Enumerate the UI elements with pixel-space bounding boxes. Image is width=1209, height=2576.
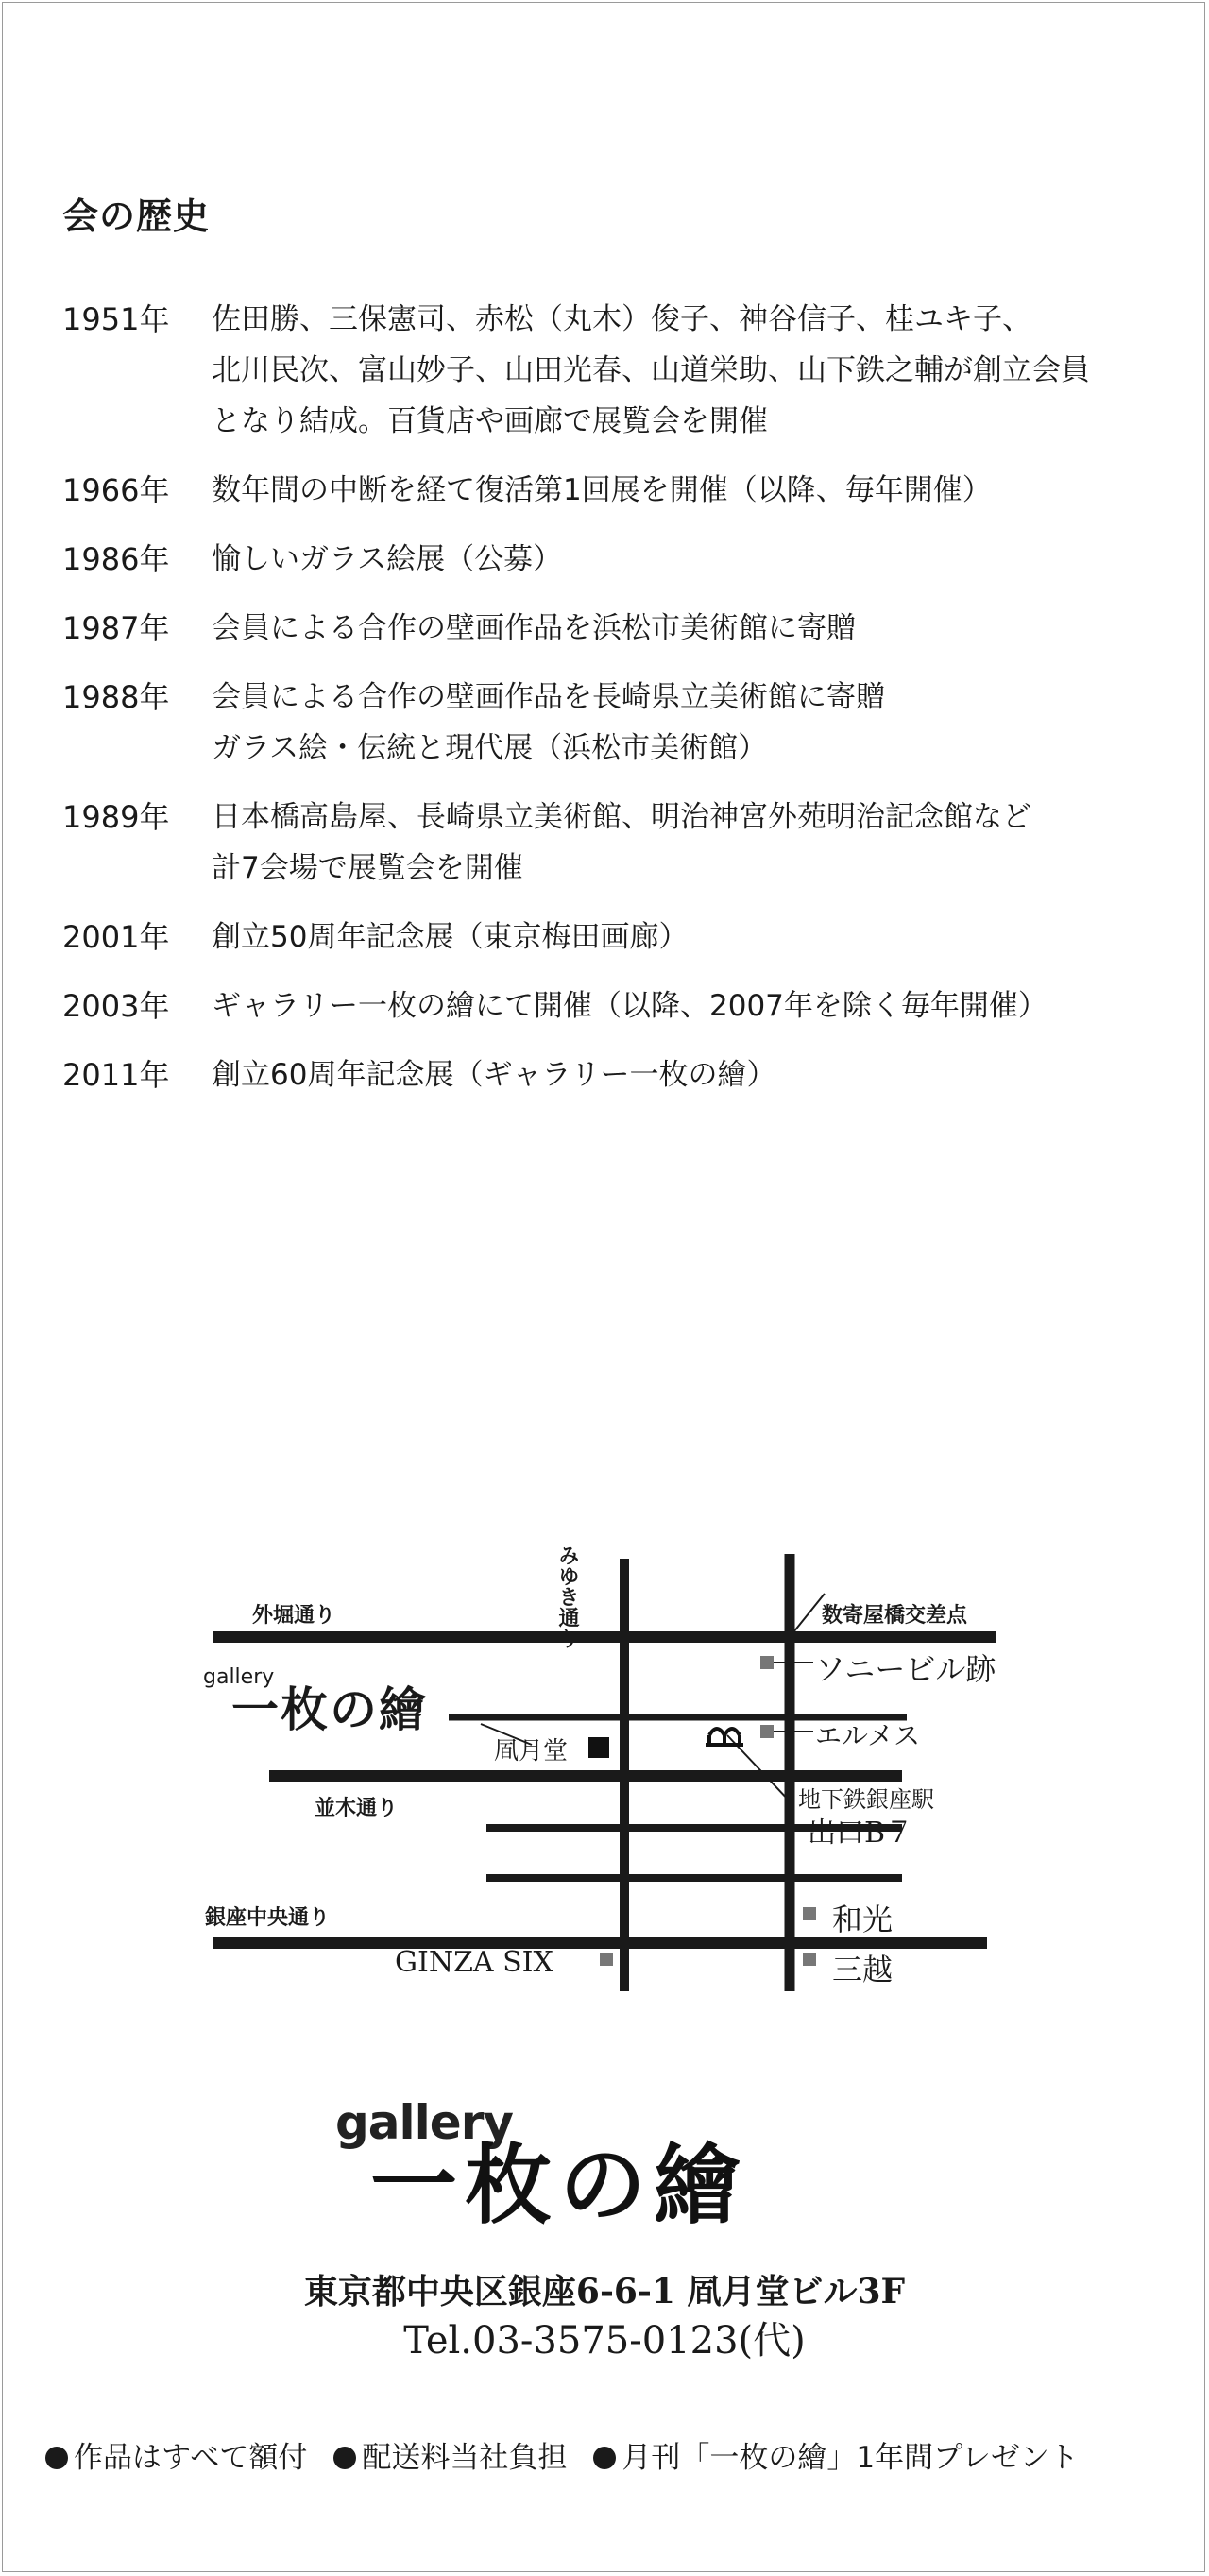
history-entry — [62, 912, 1149, 963]
history-description — [212, 672, 1149, 774]
label-miyuki-dori: みゆき通り — [555, 1544, 579, 1648]
history-entry — [62, 465, 1149, 516]
bullet-icon — [45, 2447, 68, 2469]
history-line: 日本橋高島屋、長崎県立美術館、明治神宮外苑明治記念館など — [212, 800, 1031, 834]
history-year: 1988年 — [62, 679, 170, 715]
history-description — [212, 1049, 1149, 1100]
history-year: 1951年 — [62, 301, 170, 337]
label-sotobori-dori: 外堀通り — [252, 1604, 336, 1628]
marker-ginza-six — [600, 1953, 613, 1966]
history-year: 2011年 — [62, 1057, 170, 1093]
label-wako: 和光 — [832, 1902, 894, 1937]
history-description — [212, 792, 1149, 894]
history-description — [212, 534, 1149, 585]
history-description — [212, 294, 1149, 447]
history-line: 創立60周年記念展（ギャラリー一枚の繪） — [212, 1058, 776, 1092]
label-exit-b7: 出口B７ — [808, 1817, 914, 1850]
label-sukiyabashi: 数寄屋橋交差点 — [822, 1604, 968, 1628]
label-namiki-dori: 並木通り — [315, 1797, 399, 1820]
history-line: ガラス絵・伝統と現代展（浜松市美術館） — [212, 731, 768, 765]
footer-item — [333, 2433, 567, 2476]
history-description — [212, 603, 1149, 654]
history-year: 2003年 — [62, 988, 170, 1024]
footer-item-text: 配送料当社負担 — [362, 2441, 568, 2475]
marker-hermes — [760, 1725, 774, 1738]
history-year: 1987年 — [62, 610, 170, 646]
road-diagonal — [790, 1594, 825, 1637]
history-entry — [62, 672, 1149, 774]
label-mitsukoshi: 三越 — [832, 1952, 894, 1987]
brand-gallery-word: gallery — [335, 2095, 513, 2150]
bullet-icon — [333, 2447, 356, 2469]
label-fugetsudo: 凮月堂 — [494, 1737, 569, 1766]
marker-mitsukoshi — [803, 1953, 816, 1966]
footer-item — [593, 2433, 1078, 2476]
history-line: となり結成。百貨店や画廊で展覧会を開催 — [212, 404, 768, 438]
label-ginza-six: GINZA SIX — [395, 1946, 553, 1979]
history-line: 北川民次、富山妙子、山田光春、山道栄助、山下鉄之輔が創立会員 — [212, 353, 1090, 387]
history-entry — [62, 534, 1149, 585]
label-ginza-chuo-dori: 銀座中央通り — [205, 1906, 331, 1930]
marker-wako — [803, 1907, 816, 1920]
map-gallery-word: gallery — [203, 1665, 275, 1689]
map-gallery-name: 一枚の繪 — [231, 1681, 428, 1737]
footer-benefits — [45, 2433, 1079, 2476]
history-section — [62, 187, 1149, 1118]
history-line: 会員による合作の壁画作品を浜松市美術館に寄贈 — [212, 611, 856, 645]
phone-line: Tel.03-3575-0123(代) — [403, 2319, 806, 2363]
footer-item-text: 作品はすべて額付 — [74, 2441, 308, 2475]
history-description — [212, 981, 1149, 1032]
hermes-logo-icon — [706, 1729, 743, 1745]
history-line: ギャラリー一枚の繪にて開催（以降、2007年を除く毎年開催） — [212, 989, 1047, 1023]
history-year: 1989年 — [62, 799, 170, 835]
history-year: 2001年 — [62, 919, 170, 955]
history-line: 数年間の中断を経て復活第1回展を開催（以降、毎年開催） — [212, 473, 992, 507]
history-description — [212, 465, 1149, 516]
label-subway-station: 地下鉄銀座駅 — [798, 1786, 934, 1813]
history-line: 佐田勝、三保憲司、赤松（丸木）俊子、神谷信子、桂ユキ子、 — [212, 302, 1031, 336]
history-year: 1966年 — [62, 472, 170, 508]
location-map — [194, 1535, 1025, 2007]
bullet-icon — [593, 2447, 616, 2469]
marker-sony — [760, 1656, 774, 1669]
history-description — [212, 912, 1149, 963]
history-title: 会の歴史 — [62, 196, 211, 237]
history-list — [62, 294, 1149, 1100]
marker-fugetsudo — [588, 1737, 609, 1758]
history-entry — [62, 981, 1149, 1032]
history-entry — [62, 792, 1149, 894]
label-hermes: エルメス — [815, 1720, 921, 1751]
history-entry — [62, 294, 1149, 447]
history-entry — [62, 1049, 1149, 1100]
history-entry — [62, 603, 1149, 654]
history-line: 会員による合作の壁画作品を長崎県立美術館に寄贈 — [212, 680, 885, 714]
brand-gallery-name: 一枚の繪 — [370, 2134, 749, 2236]
history-line: 計7会場で展覧会を開催 — [212, 851, 523, 885]
history-year: 1986年 — [62, 541, 170, 577]
history-line: 創立50周年記念展（東京梅田画廊） — [212, 920, 689, 954]
address-line: 東京都中央区銀座6-6-1 凮月堂ビル3F — [303, 2272, 906, 2312]
footer-item — [45, 2433, 307, 2476]
label-sony-building: ソニービル跡 — [815, 1651, 996, 1687]
footer-item-text: 月刊「一枚の繪」1年間プレゼント — [622, 2441, 1079, 2475]
history-line: 愉しいガラス絵展（公募） — [212, 542, 563, 576]
